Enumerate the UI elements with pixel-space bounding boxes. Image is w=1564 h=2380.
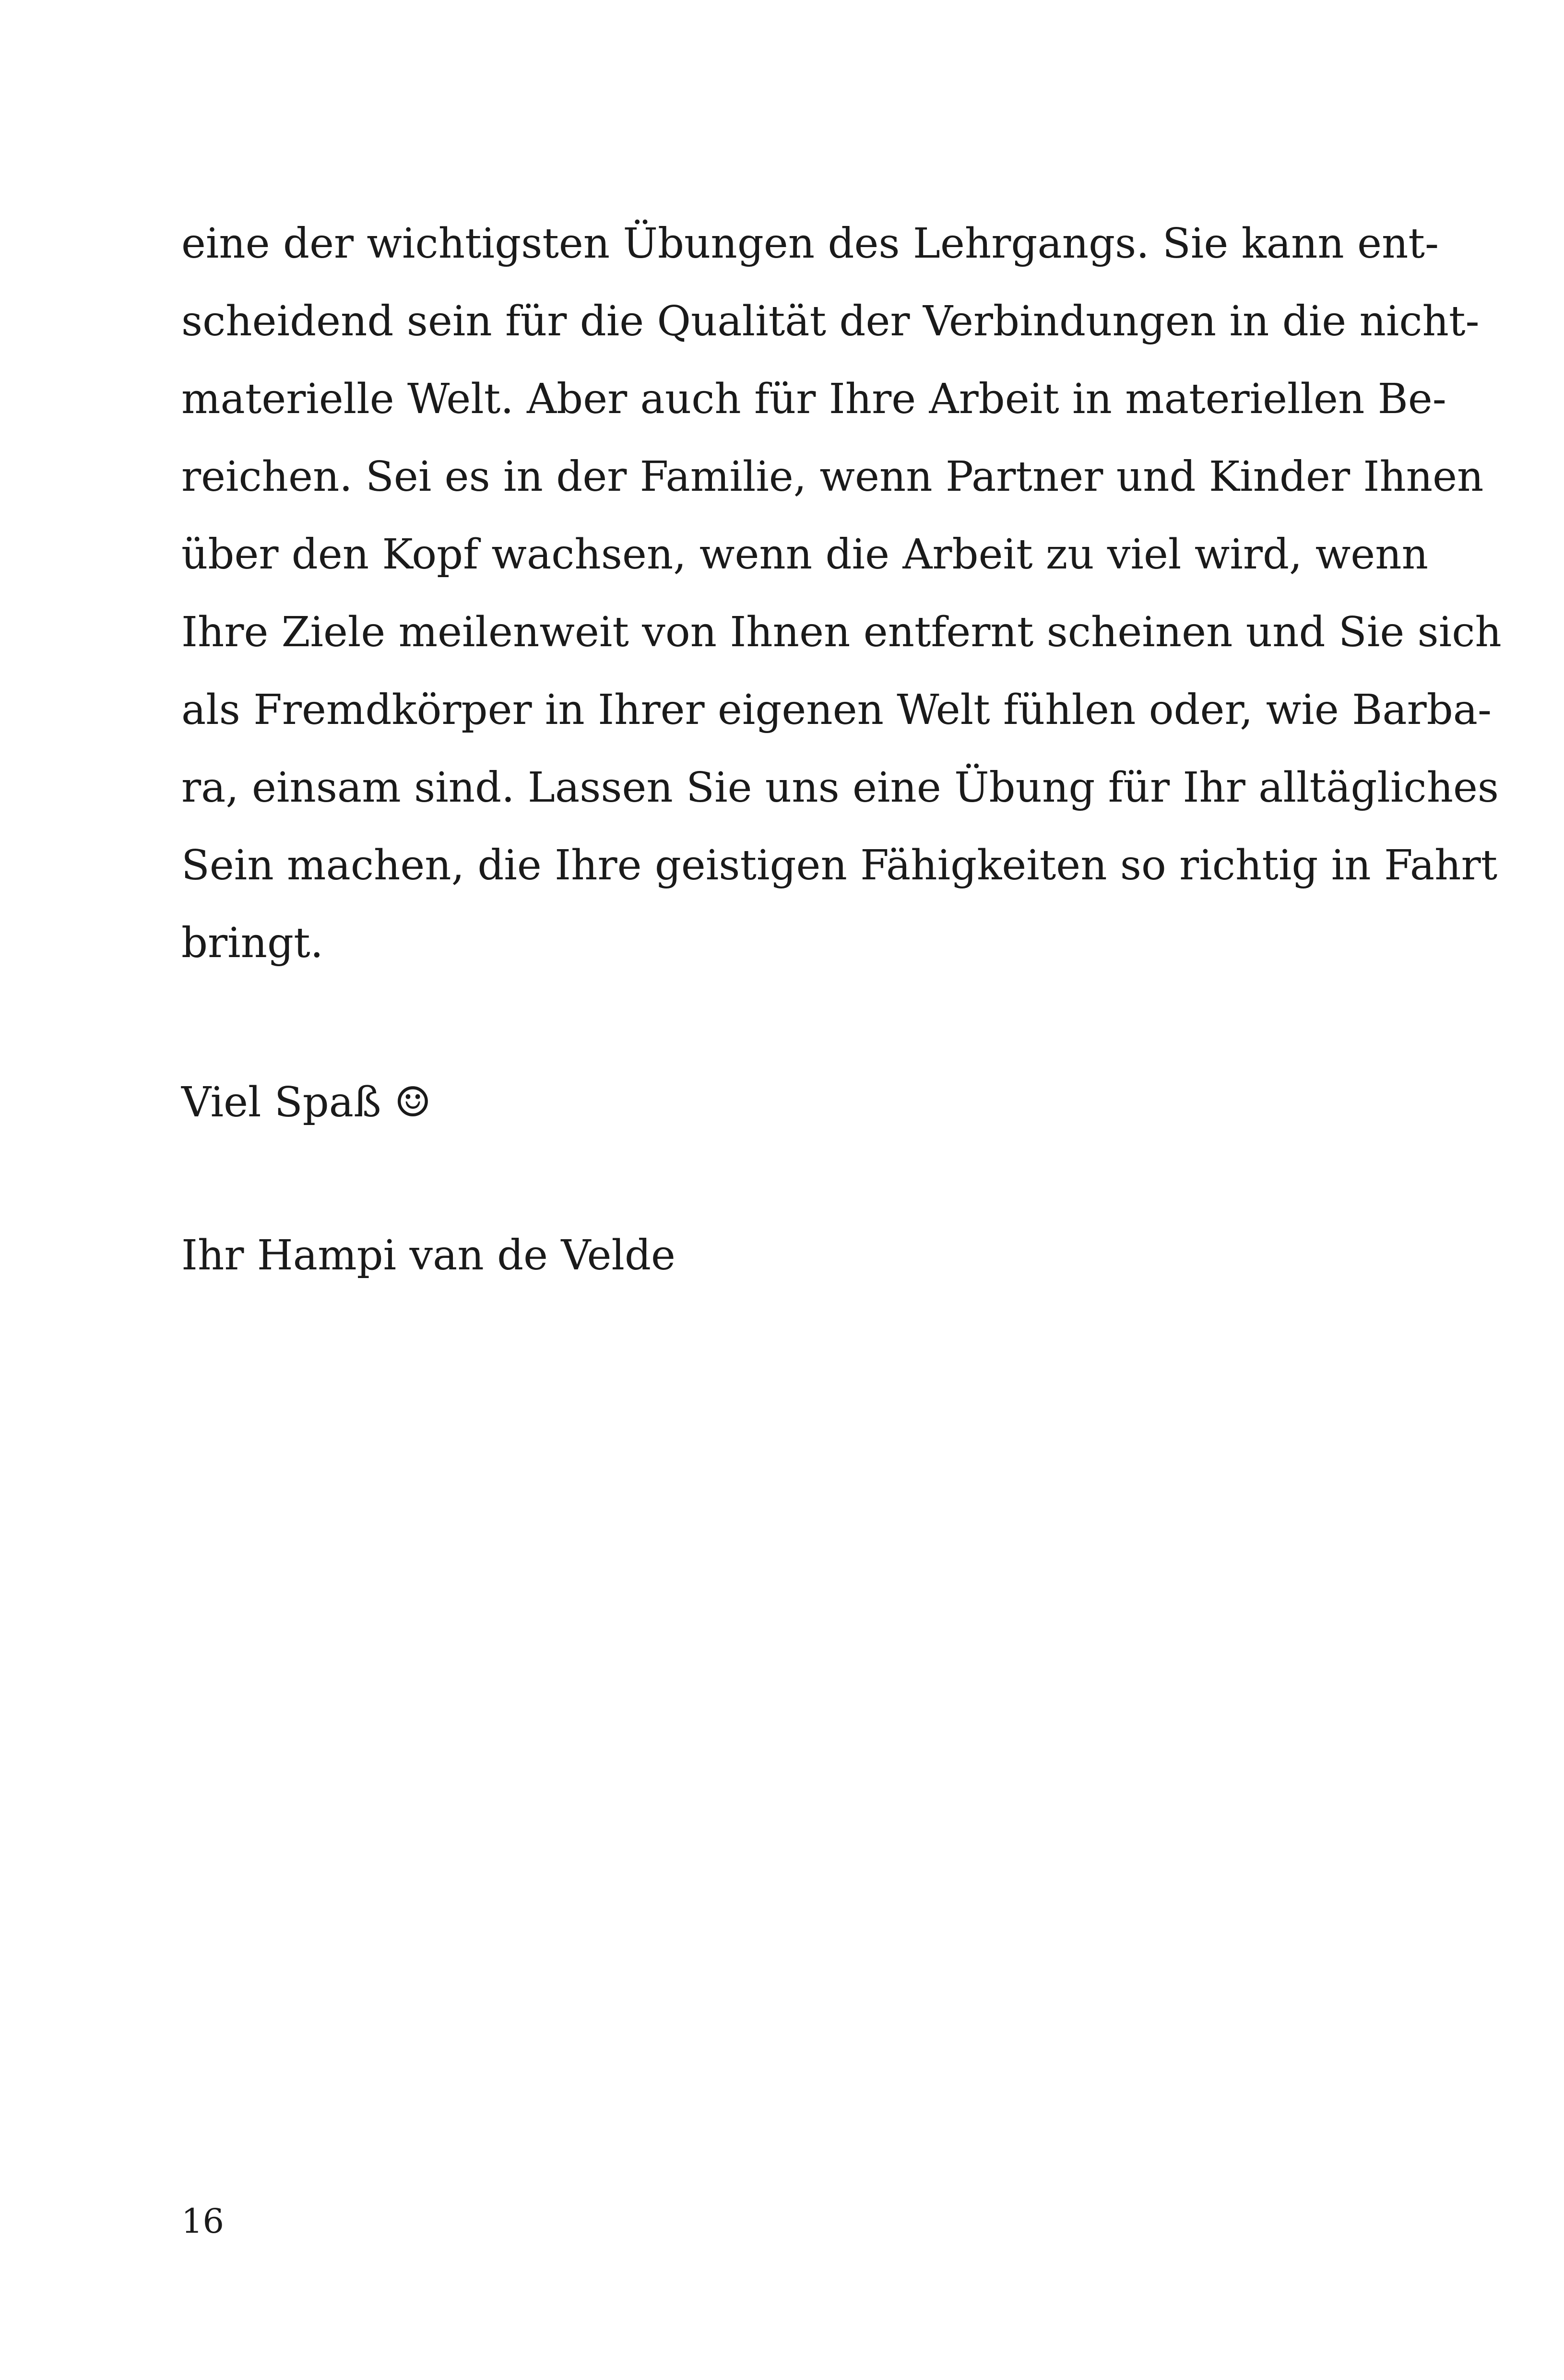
paragraph-line: über den Kopf wachsen, wenn die Arbeit zu viel wird, wenn bbox=[181, 531, 1428, 579]
paragraph-line: Sein machen, die Ihre geistigen Fähigkeiten so richtig in Fahrt bbox=[181, 841, 1498, 889]
signature-line: Ihr Hampi van de Velde bbox=[181, 1231, 675, 1279]
greeting-line: Viel Spaß ☺ bbox=[181, 1078, 431, 1126]
paragraph-line: Ihre Ziele meilenweit von Ihnen entfernt scheinen und Sie sich bbox=[181, 608, 1502, 656]
paragraph-line: als Fremdkörper in Ihrer eigenen Welt fühlen oder, wie Barba- bbox=[181, 686, 1492, 734]
paragraph-line: ra, einsam sind. Lassen Sie uns eine Übung für Ihr alltägliches bbox=[181, 764, 1499, 812]
body-paragraph bbox=[181, 205, 1502, 982]
paragraph-line: eine der wichtigsten Übungen des Lehrgangs. Sie kann ent- bbox=[181, 220, 1439, 268]
page-number: 16 bbox=[181, 2202, 225, 2241]
paragraph-line: reichen. Sei es in der Familie, wenn Partner und Kinder Ihnen bbox=[181, 453, 1484, 501]
paragraph-line: materielle Welt. Aber auch für Ihre Arbeit in materiellen Be- bbox=[181, 375, 1446, 423]
paragraph-line: scheidend sein für die Qualität der Verbindungen in die nicht- bbox=[181, 297, 1480, 345]
paragraph-line: bringt. bbox=[181, 919, 324, 967]
